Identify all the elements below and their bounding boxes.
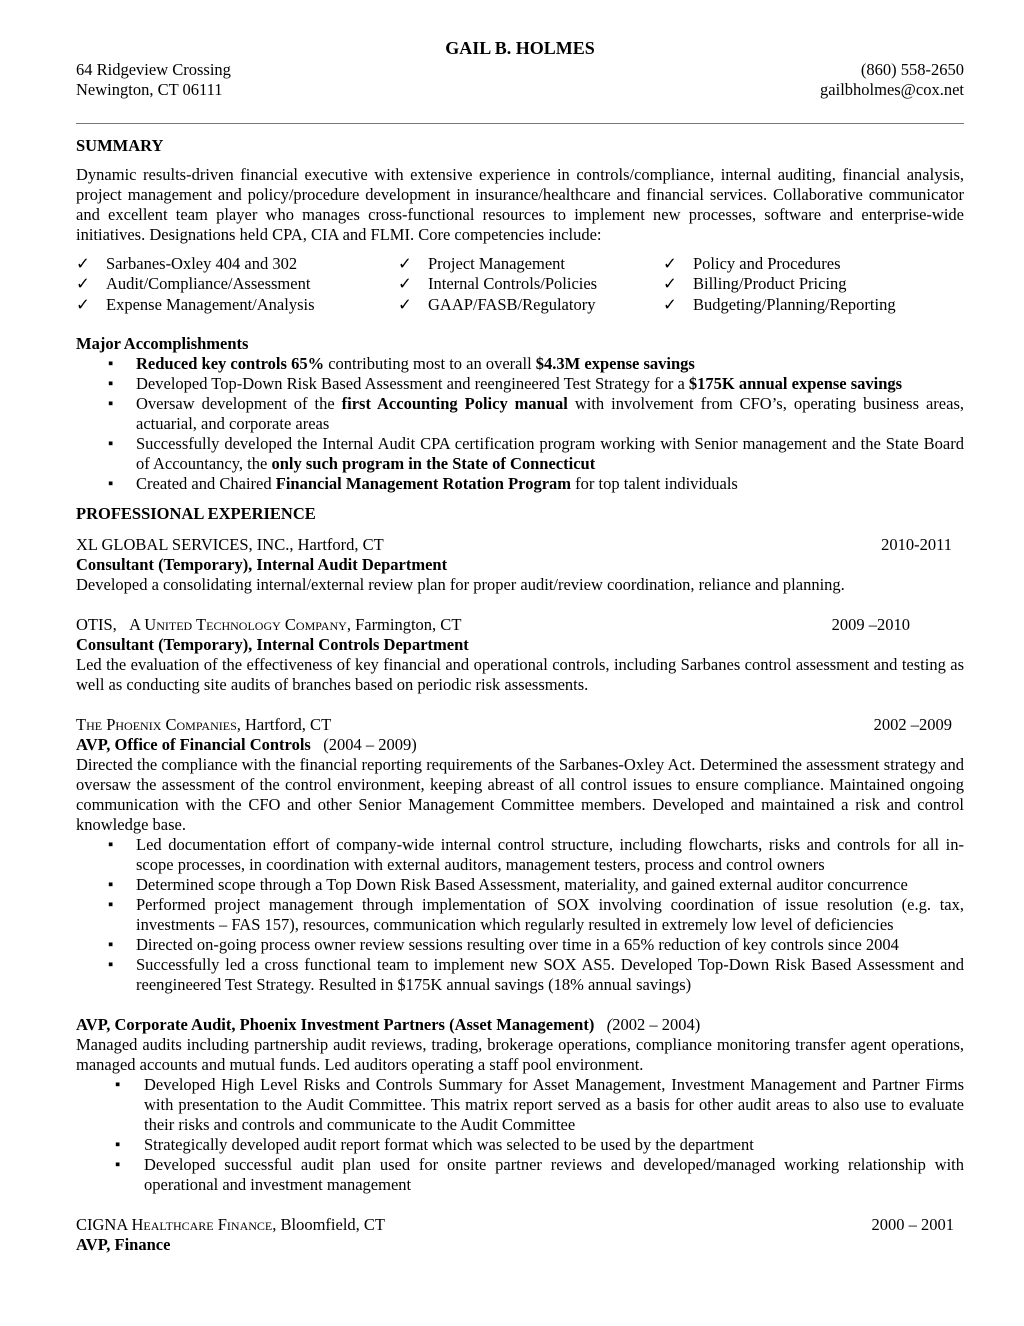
list-item: ▪ Directed on-going process owner review sessions resulting over time in a 65% reduction of key controls since 2004 [136, 935, 964, 955]
job-title: Consultant (Temporary), Internal Audit Department [76, 554, 448, 574]
summary-text: Dynamic results-driven financial executive with extensive experience in controls/compliance, internal auditing, financial analysis, project management and policy/procedure development in insurance/healthcare and financial services. Collaborative communicator and excellent team player who manages cross-functional resources to implement new processes, software and enterprise-wide initiatives. Designations held CPA, CIA and FLMI. Core competencies include: [76, 165, 964, 244]
address-line-1: 64 Ridgeview Crossing [76, 60, 231, 79]
competency-item: ✓ Expense Management/Analysis [76, 294, 315, 314]
job-header-xl [76, 535, 964, 555]
job-title-dates: 2002 – 2004) [612, 1014, 701, 1034]
checkmark-icon: ✓ [663, 294, 677, 314]
competency-item: ✓ Policy and Procedures [663, 254, 841, 273]
job-description: Managed audits including partnership audit reviews, trading, brokerage operations, compliance monitoring transfer agent operations, managed accounts and mutual funds. Led auditors operating a staff pool environment. [76, 1034, 964, 1074]
list-item: ▪ Successfully led a cross functional team to implement new SOX AS5. Developed Top-Down Risk Based Assessment and reengineered Test Strategy. Resulted in $175K annual savings (18% annual savings) [136, 955, 964, 995]
header-divider [76, 123, 964, 124]
job-header-otis [76, 615, 964, 635]
checkmark-icon: ✓ [398, 254, 412, 273]
checkmark-icon: ✓ [663, 254, 677, 273]
accomplishments-heading: Major Accomplishments [76, 333, 249, 353]
job-dates: 2002 –2009 [873, 714, 952, 734]
contact-info [820, 60, 964, 100]
list-item: ▪ Performed project management through implementation of SOX involving coordination of issue resolution (e.g. tax, investments – FAS 157), resources, communication which regularly resulted in extremely low level of deficiencies [136, 895, 964, 935]
job-description: Developed a consolidating internal/external review plan for proper audit/review coordination, reliance and planning. [76, 574, 845, 594]
company: The Phoenix Companies, Hartford, CT [76, 714, 332, 734]
candidate-name: GAIL B. HOLMES [445, 38, 595, 58]
contact-block [76, 60, 964, 100]
list-item: ▪ Reduced key controls 65% contributing most to an overall $4.3M expense savings [136, 354, 964, 374]
company: XL GLOBAL SERVICES, INC., Hartford, CT [76, 534, 384, 554]
job-title-line [76, 735, 964, 755]
job-title: Consultant (Temporary), Internal Controls Department [76, 634, 469, 654]
accomplishments-list [76, 354, 964, 494]
phone: (860) 558-2650 [860, 60, 964, 79]
job-title-dates: (2004 – 2009) [323, 734, 417, 754]
competency-item: ✓ Budgeting/Planning/Reporting [663, 294, 896, 314]
job-description: Led the evaluation of the effectiveness of key financial and operational controls, including Sarbanes control assessment and testing as well as conducting site audits of branches based on periodic risk assessments. [76, 654, 964, 694]
competency-item: ✓ Internal Controls/Policies [398, 274, 598, 294]
checkmark-icon: ✓ [76, 254, 90, 273]
competency-item: ✓ Audit/Compliance/Assessment [76, 274, 311, 294]
job-description: Directed the compliance with the financial reporting requirements of the Sarbanes-Oxley Act. Determined the assessment strategy and oversaw the assessment of the control environment, keeping abreast of all control issues to ensure compliance. Maintained ongoing communication with the CFO and other Senior Management Committee members. Developed and maintained a risk and control knowledge base. [76, 754, 964, 834]
competency-item: ✓ Sarbanes-Oxley 404 and 302 [76, 254, 298, 273]
list-item: ▪ Developed Top-Down Risk Based Assessment and reengineered Test Strategy for a $175K annual expense savings [136, 374, 964, 394]
checkmark-icon: ✓ [398, 294, 412, 314]
address [76, 60, 231, 100]
checkmark-icon: ✓ [663, 274, 677, 294]
address-line-2: Newington, CT 06111 [76, 80, 223, 99]
company: CIGNA Healthcare Finance, Bloomfield, CT [76, 1214, 385, 1234]
list-item: ▪ Developed High Level Risks and Controls Summary for Asset Management, Investment Management and Partner Firms with presentation to the Audit Committee. This matrix report served as a basis for other audit areas to also use to evaluate their risks and controls and communicate to the Audit Committee [144, 1075, 964, 1135]
checkmark-icon: ✓ [398, 274, 412, 294]
job-title: AVP, Office of Financial Controls [76, 734, 311, 754]
job-title: AVP, Corporate Audit, Phoenix Investment Partners (Asset Management) [76, 1014, 595, 1034]
job-dates: 2009 –2010 [831, 614, 910, 634]
competency-item: ✓ Project Management [398, 254, 565, 273]
summary-heading: SUMMARY [76, 136, 164, 155]
checkmark-icon: ✓ [76, 274, 90, 294]
job-header-phoenix [76, 715, 964, 735]
list-item: ▪ Strategically developed audit report format which was selected to be used by the department [144, 1135, 964, 1155]
list-item: ▪ Developed successful audit plan used for onsite partner reviews and developed/managed working relationship with operational and investment management [144, 1155, 964, 1195]
list-item: ▪ Created and Chaired Financial Management Rotation Program for top talent individuals [136, 474, 964, 494]
job-title: AVP, Finance [76, 1234, 171, 1254]
job-dates: 2000 – 2001 [871, 1214, 954, 1234]
list-item: ▪ Led documentation effort of company-wide internal control structure, including flowcharts, risks and controls for all in-scope processes, in coordination with external auditors, management testers, process and control owners [136, 835, 964, 875]
list-item: ▪ Successfully developed the Internal Audit CPA certification program working with Senior management and the State Board of Accountancy, the only such program in the State of Connecticut [136, 434, 964, 474]
job-dates: 2010-2011 [881, 534, 952, 554]
list-item: ▪ Oversaw development of the first Accounting Policy manual with involvement from CFO’s, operating business areas, actuarial, and corporate areas [136, 394, 964, 434]
phoenix-bullets [76, 835, 964, 995]
competency-item: ✓ Billing/Product Pricing [663, 274, 847, 294]
competencies-grid [76, 254, 964, 315]
phoenix-audit-bullets [76, 1075, 964, 1195]
resume-page [76, 36, 964, 1255]
experience-heading: PROFESSIONAL EXPERIENCE [76, 503, 316, 523]
company: OTIS, A United Technology Company, Farmington, CT [76, 614, 462, 634]
list-item: ▪ Determined scope through a Top Down Risk Based Assessment, materiality, and gained external auditor concurrence [136, 875, 964, 895]
job-header-cigna [76, 1215, 964, 1235]
email: gailbholmes@cox.net [820, 80, 964, 99]
competency-item: ✓ GAAP/FASB/Regulatory [398, 294, 596, 314]
checkmark-icon: ✓ [76, 294, 90, 314]
job-title-line: AVP, Corporate Audit, Phoenix Investment Partners (Asset Management) (2002 – 2004) [76, 1014, 701, 1034]
